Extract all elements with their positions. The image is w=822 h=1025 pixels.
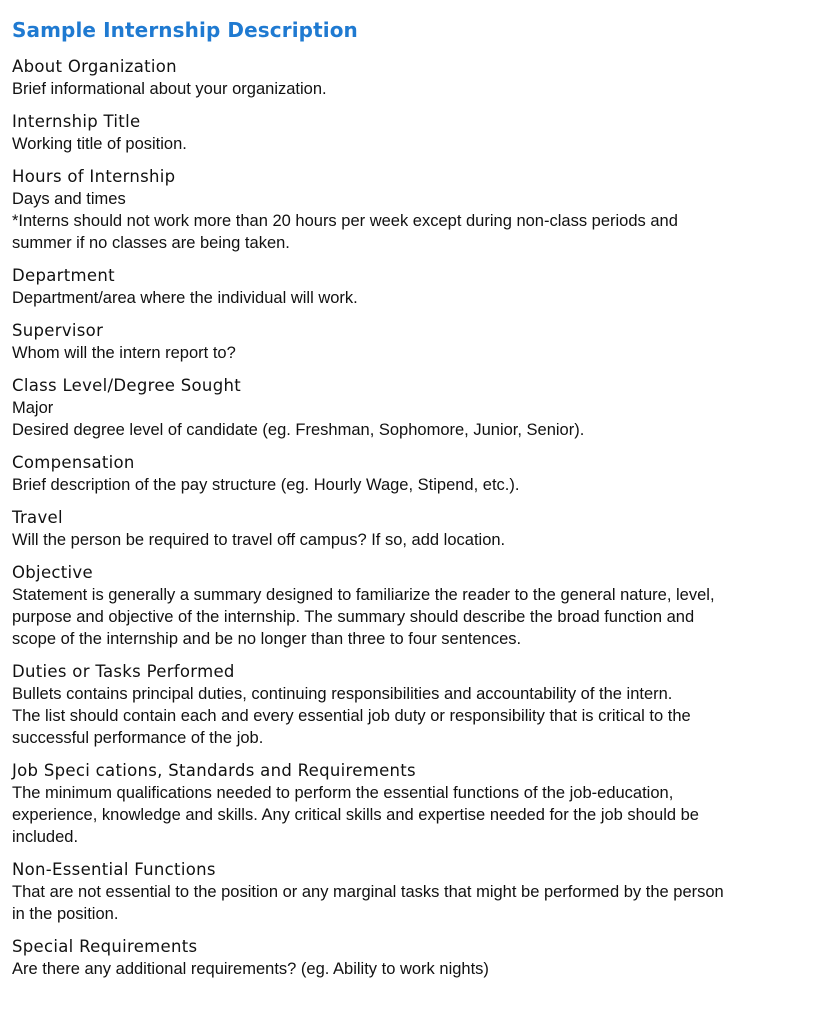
section	[12, 375, 818, 441]
section-heading: Travel	[12, 508, 63, 527]
section-text-line: in the position.	[12, 905, 119, 923]
document-page	[12, 16, 818, 991]
document-title: Sample Internship Description	[12, 18, 358, 42]
section-text-line: experience, knowledge and skills. Any critical skills and expertise needed for the job should be	[12, 806, 699, 824]
section-heading: Class Level/Degree Sought	[12, 376, 241, 395]
section	[12, 859, 818, 925]
section-text-line: The list should contain each and every essential job duty or responsibility that is critical to the	[12, 707, 691, 725]
section-heading: Compensation	[12, 453, 135, 472]
section-text-line: The minimum qualifications needed to perform the essential functions of the job-education,	[12, 784, 674, 802]
section-heading: Non-Essential Functions	[12, 860, 216, 879]
section-text-line: summer if no classes are being taken.	[12, 234, 290, 252]
section	[12, 452, 818, 496]
section	[12, 320, 818, 364]
section-text-line: Desired degree level of candidate (eg. Freshman, Sophomore, Junior, Senior).	[12, 421, 585, 439]
section-text-line: Statement is generally a summary designed to familiarize the reader to the general nature, level,	[12, 586, 715, 604]
section-heading: Special Requirements	[12, 937, 198, 956]
section-text-line: Will the person be required to travel off campus? If so, add location.	[12, 531, 506, 549]
section	[12, 661, 818, 749]
section-text-line: Are there any additional requirements? (eg. Ability to work nights)	[12, 960, 489, 978]
section-text-line: Days and times	[12, 190, 126, 208]
section	[12, 562, 818, 650]
section-text-line: That are not essential to the position or any marginal tasks that might be performed by the person	[12, 883, 724, 901]
section-text-line: purpose and objective of the internship. The summary should describe the broad function and	[12, 608, 695, 626]
section-text-line: Working title of position.	[12, 135, 187, 153]
section-text-line: Major	[12, 399, 54, 417]
section-heading: About Organization	[12, 57, 177, 76]
section	[12, 56, 818, 100]
section-text-line: scope of the internship and be no longer than three to four sentences.	[12, 630, 522, 648]
section-text-line: Department/area where the individual will work.	[12, 289, 358, 307]
sections-container	[12, 56, 818, 980]
section-heading: Hours of Internship	[12, 167, 176, 186]
section-heading: Internship Title	[12, 112, 141, 131]
section-text-line: Brief description of the pay structure (eg. Hourly Wage, Stipend, etc.).	[12, 476, 520, 494]
section-text-line: successful performance of the job.	[12, 729, 264, 747]
section-heading: Objective	[12, 563, 93, 582]
section	[12, 166, 818, 254]
section	[12, 936, 818, 980]
section-heading: Job Speci cations, Standards and Requirements	[12, 761, 416, 780]
section-text-line: Whom will the intern report to?	[12, 344, 236, 362]
section	[12, 507, 818, 551]
section	[12, 760, 818, 848]
section	[12, 111, 818, 155]
section-text-line: Bullets contains principal duties, continuing responsibilities and accountability of the intern.	[12, 685, 673, 703]
section-text-line: *Interns should not work more than 20 hours per week except during non-class periods and	[12, 212, 678, 230]
section-text-line: included.	[12, 828, 79, 846]
section-text-line: Brief informational about your organization.	[12, 80, 327, 98]
section-heading: Department	[12, 266, 115, 285]
section-heading: Duties or Tasks Performed	[12, 662, 235, 681]
section-heading: Supervisor	[12, 321, 104, 340]
section	[12, 265, 818, 309]
